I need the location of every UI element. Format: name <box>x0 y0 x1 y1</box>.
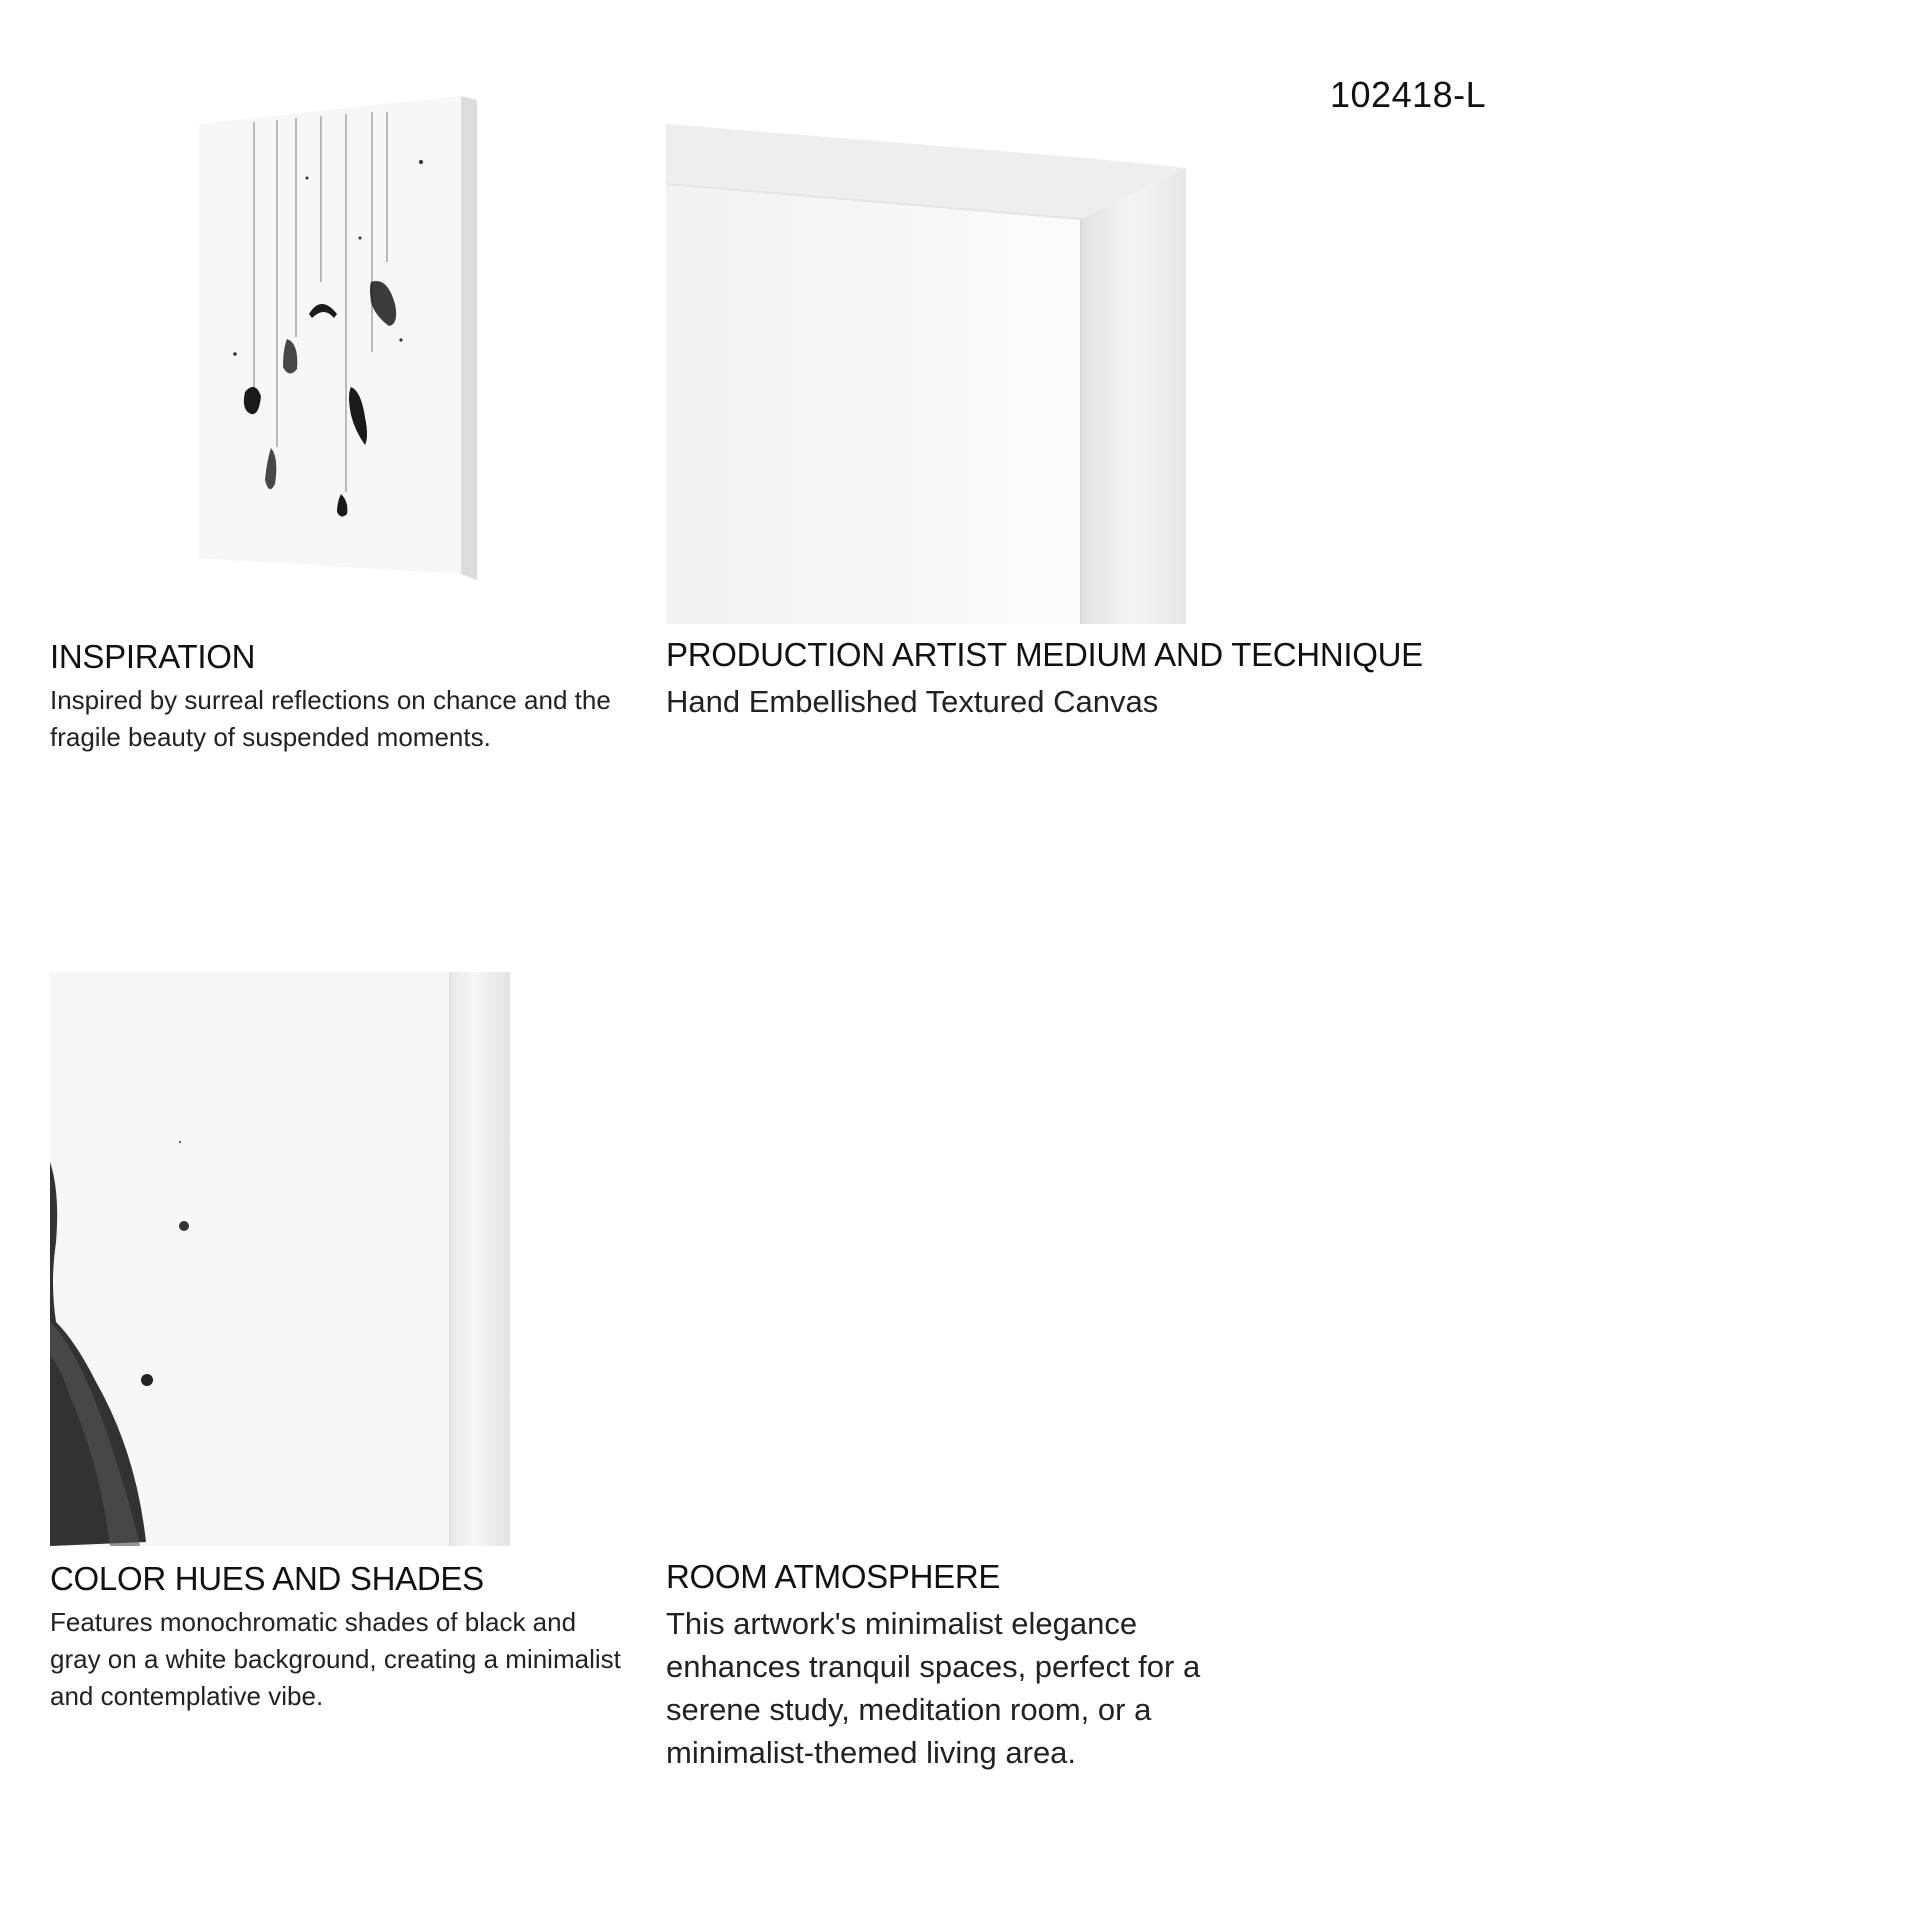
room-body: This artwork's minimalist elegance enhances tranquil spaces, perfect for a serene study, meditation room, or a minimalist-themed living area. <box>666 1606 1201 1770</box>
inspiration-section <box>50 638 630 756</box>
room-section <box>666 1558 1266 1774</box>
color-section <box>50 1560 630 1715</box>
artwork-front-view-image <box>195 92 477 582</box>
production-body: Hand Embellished Textured Canvas <box>666 684 1159 719</box>
color-body: Features monochromatic shades of black and gray on a white background, creating a minimalist and contemplative vibe. <box>50 1607 621 1711</box>
inspiration-body: Inspired by surreal reflections on chance and the fragile beauty of suspended moments. <box>50 685 611 752</box>
canvas-side-detail-image <box>50 972 510 1546</box>
production-title: PRODUCTION ARTIST MEDIUM AND TECHNIQUE <box>666 636 1423 673</box>
canvas-corner-detail-image <box>666 124 1186 624</box>
inspiration-title: INSPIRATION <box>50 638 256 675</box>
room-title: ROOM ATMOSPHERE <box>666 1558 1001 1595</box>
color-title: COLOR HUES AND SHADES <box>50 1560 484 1597</box>
product-code: 102418-L <box>1330 74 1487 115</box>
production-section <box>666 636 1566 723</box>
